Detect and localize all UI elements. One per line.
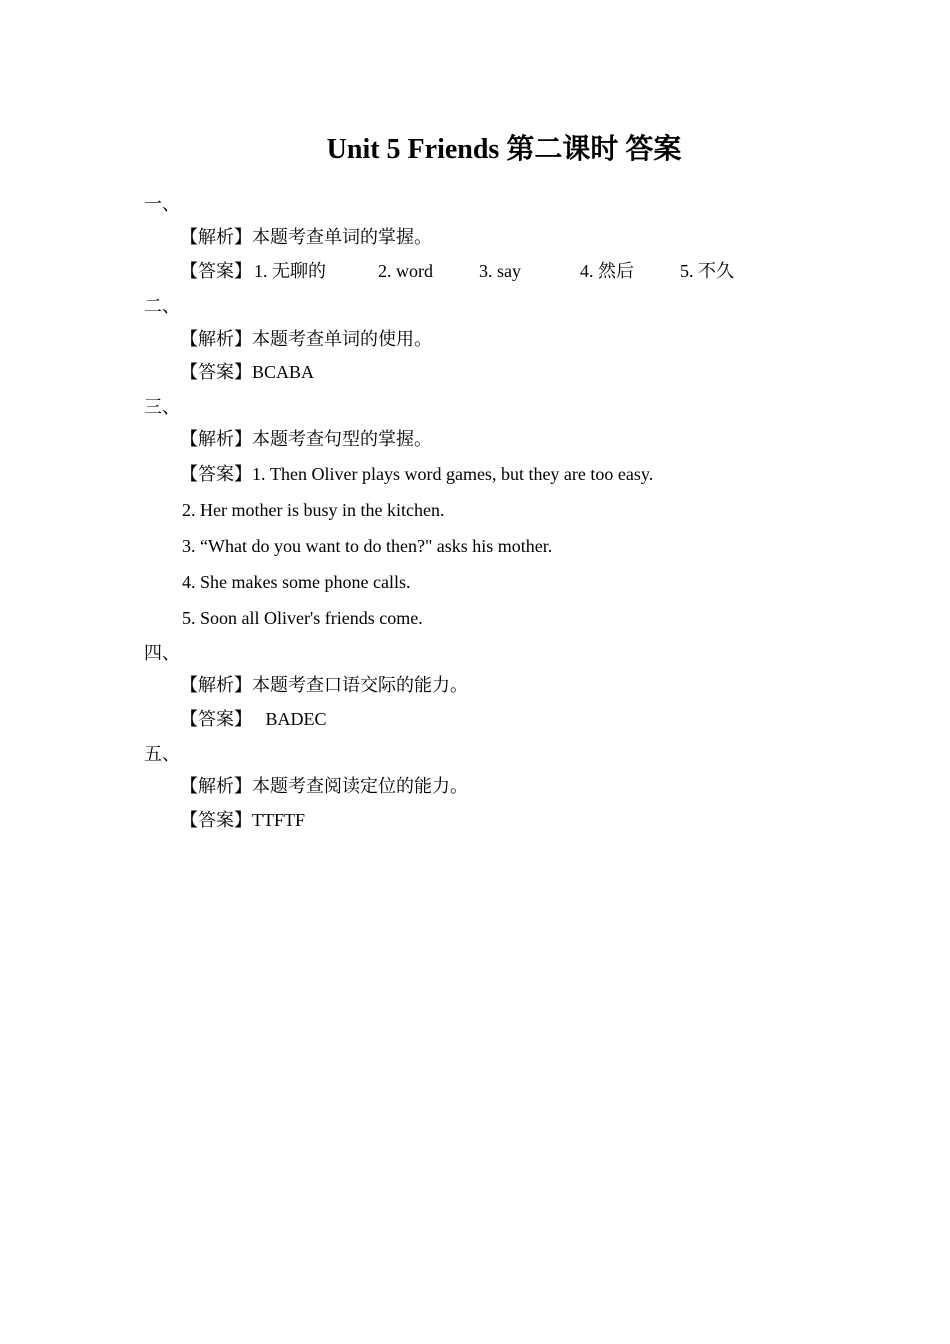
answer-text: 【答案】1. Then Oliver plays word games, but they are too easy. xyxy=(180,464,654,484)
section-number: 一、 xyxy=(144,194,180,214)
analysis-text: 【解析】本题考查单词的掌握。 xyxy=(180,227,432,247)
answer-item: 4. 然后 xyxy=(580,261,634,281)
page-title: Unit 5 Friends 第二课时 答案 xyxy=(326,134,682,165)
answer-line: 4. She makes some phone calls. xyxy=(182,572,411,592)
answer-text: 【答案】TTFTF xyxy=(180,810,306,830)
answer-line: 3. “What do you want to do then?" asks his mother. xyxy=(182,536,553,556)
answer-item: 3. say xyxy=(479,261,521,281)
analysis-text: 【解析】本题考查句型的掌握。 xyxy=(180,429,432,449)
answer-text: 【答案】BCABA xyxy=(180,362,315,382)
section-number: 五、 xyxy=(144,744,180,764)
section-number: 三、 xyxy=(144,397,180,417)
analysis-text: 【解析】本题考查阅读定位的能力。 xyxy=(180,776,468,796)
answer-item: 5. 不久 xyxy=(680,261,734,281)
section-number: 二、 xyxy=(144,296,180,316)
answer-text: 【答案】 BADEC xyxy=(180,709,327,729)
answer-line: 5. Soon all Oliver's friends come. xyxy=(182,608,423,628)
answer-item: 1. 无聊的 xyxy=(254,261,326,281)
answer-label: 【答案】 xyxy=(180,261,252,281)
analysis-text: 【解析】本题考查口语交际的能力。 xyxy=(180,675,468,695)
section-number: 四、 xyxy=(144,643,180,663)
answer-row xyxy=(180,259,780,283)
answer-item: 2. word xyxy=(378,261,433,281)
analysis-text: 【解析】本题考查单词的使用。 xyxy=(180,329,432,349)
answer-line: 2. Her mother is busy in the kitchen. xyxy=(182,500,445,520)
